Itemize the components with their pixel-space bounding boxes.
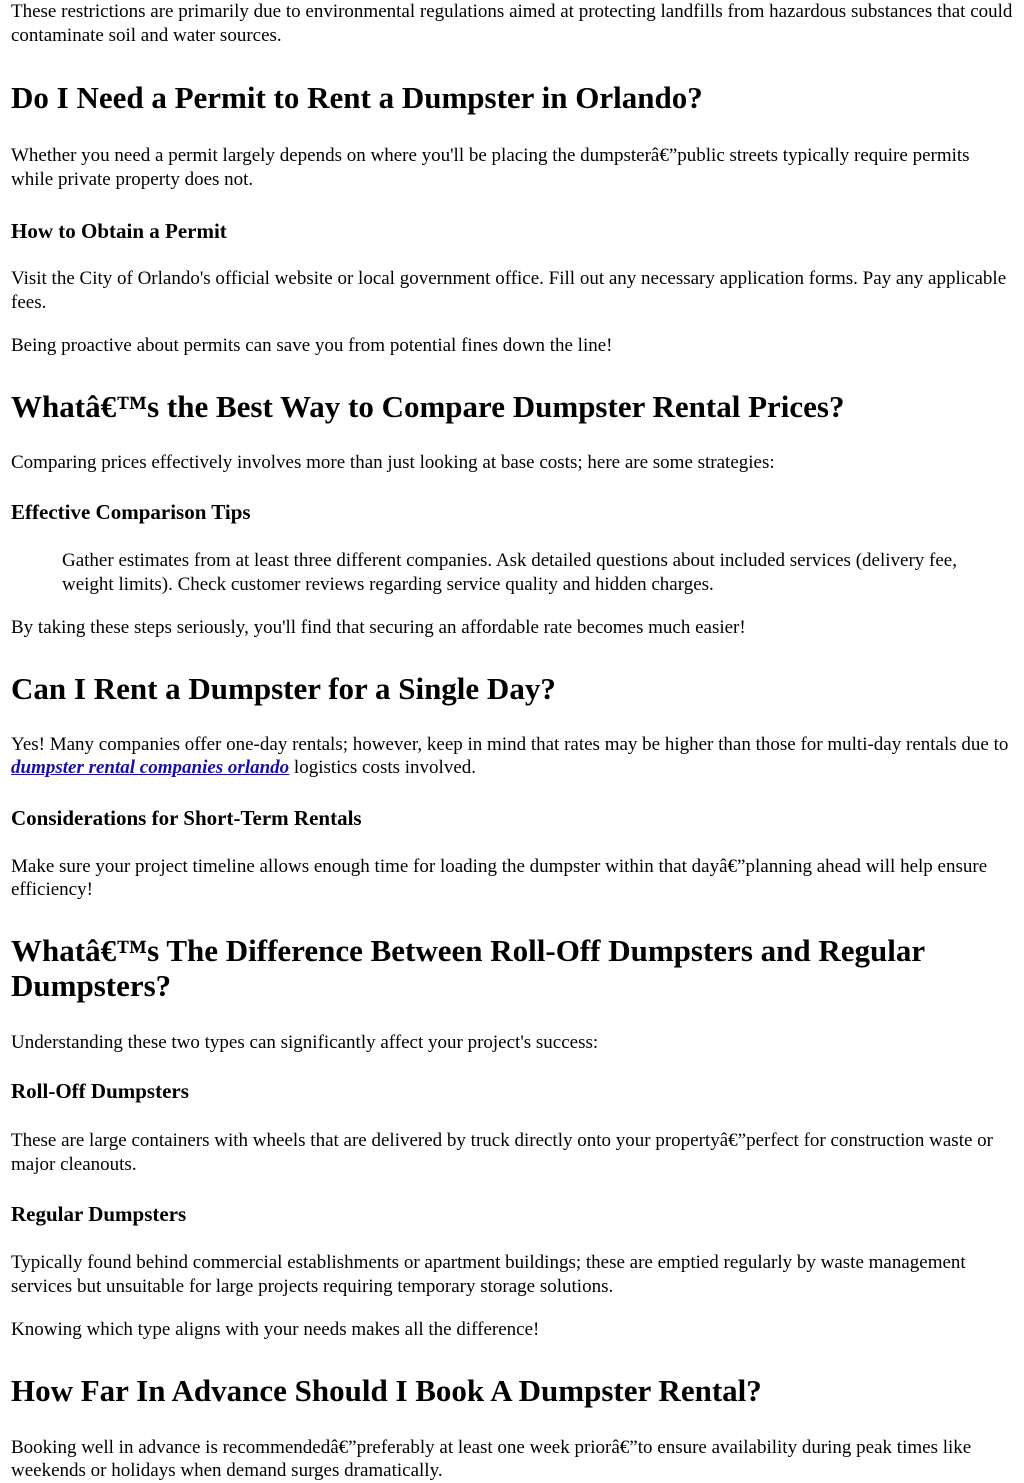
difference-paragraph: Understanding these two types can significantly affect your project's success: — [11, 1031, 599, 1053]
heading-roll-off: Roll-Off Dumpsters — [11, 1079, 189, 1103]
heading-obtain-permit: How to Obtain a Permit — [11, 219, 227, 243]
roll-off-paragraph: These are large containers with wheels that are delivered by truck directly onto your propertyâ€”perfect for construction waste or major cleanouts. — [11, 1130, 993, 1175]
intro-paragraph: These restrictions are primarily due to environmental regulations aimed at protecting landfills from hazardous substances that could contaminate soil and water sources. — [11, 1, 1013, 46]
heading-difference: Whatâ€™s The Difference Between Roll-Off Dumpsters and Regular Dumpsters? — [11, 932, 925, 1003]
steps-paragraph: By taking these steps seriously, you'll find that securing an affordable rate becomes much easier! — [11, 617, 746, 638]
single-day-text-after: logistics costs involved. — [289, 757, 476, 778]
regular-paragraph: Typically found behind commercial establishments or apartment buildings; these are emptied regularly by waste management services but unsuitable for large projects requiring temporary storage solutions. — [11, 1252, 966, 1297]
knowing-paragraph: Knowing which type aligns with your needs makes all the difference! — [11, 1319, 540, 1340]
single-day-text-before: Yes! Many companies offer one-day rentals; however, keep in mind that rates may be higher than those for multi-day rentals due to — [11, 733, 1009, 755]
compare-paragraph: Comparing prices effectively involves more than just looking at base costs; here are some strategies: — [11, 451, 775, 473]
permit-paragraph: Whether you need a permit largely depends on where you'll be placing the dumpsterâ€”public streets typically require permits while private property does not. — [11, 145, 970, 190]
heading-single-day: Can I Rent a Dumpster for a Single Day? — [11, 670, 556, 706]
heading-compare-prices: Whatâ€™s the Best Way to Compare Dumpster Rental Prices? — [11, 388, 845, 424]
dumpster-rental-link[interactable]: dumpster rental companies orlando — [11, 757, 290, 778]
heading-comparison-tips: Effective Comparison Tips — [11, 500, 251, 524]
proactive-paragraph: Being proactive about permits can save you from potential fines down the line! — [11, 335, 613, 356]
obtain-permit-paragraph: Visit the City of Orlando's official website or local government office. Fill out any necessary application forms. Pay any applicable fees. — [11, 268, 1007, 313]
advance-paragraph: Booking well in advance is recommendedâ€”preferably at least one week priorâ€”to ensure availability during peak times like weekends or holidays when demand surges dramatically. — [11, 1436, 972, 1481]
heading-regular: Regular Dumpsters — [11, 1202, 187, 1226]
single-day-paragraph — [11, 733, 1013, 780]
heading-advance: How Far In Advance Should I Book A Dumpster Rental? — [11, 1372, 762, 1408]
heading-permit: Do I Need a Permit to Rent a Dumpster in Orlando? — [11, 80, 703, 115]
comparison-tips-paragraph: Gather estimates from at least three different companies. Ask detailed questions about included services (delivery fee, weight limits). Check customer reviews regarding service quality and hidden charges. — [62, 550, 957, 595]
heading-short-term: Considerations for Short-Term Rentals — [11, 805, 362, 830]
short-term-paragraph: Make sure your project timeline allows enough time for loading the dumpster within that dayâ€”planning ahead will help ensure efficiency! — [11, 855, 988, 900]
